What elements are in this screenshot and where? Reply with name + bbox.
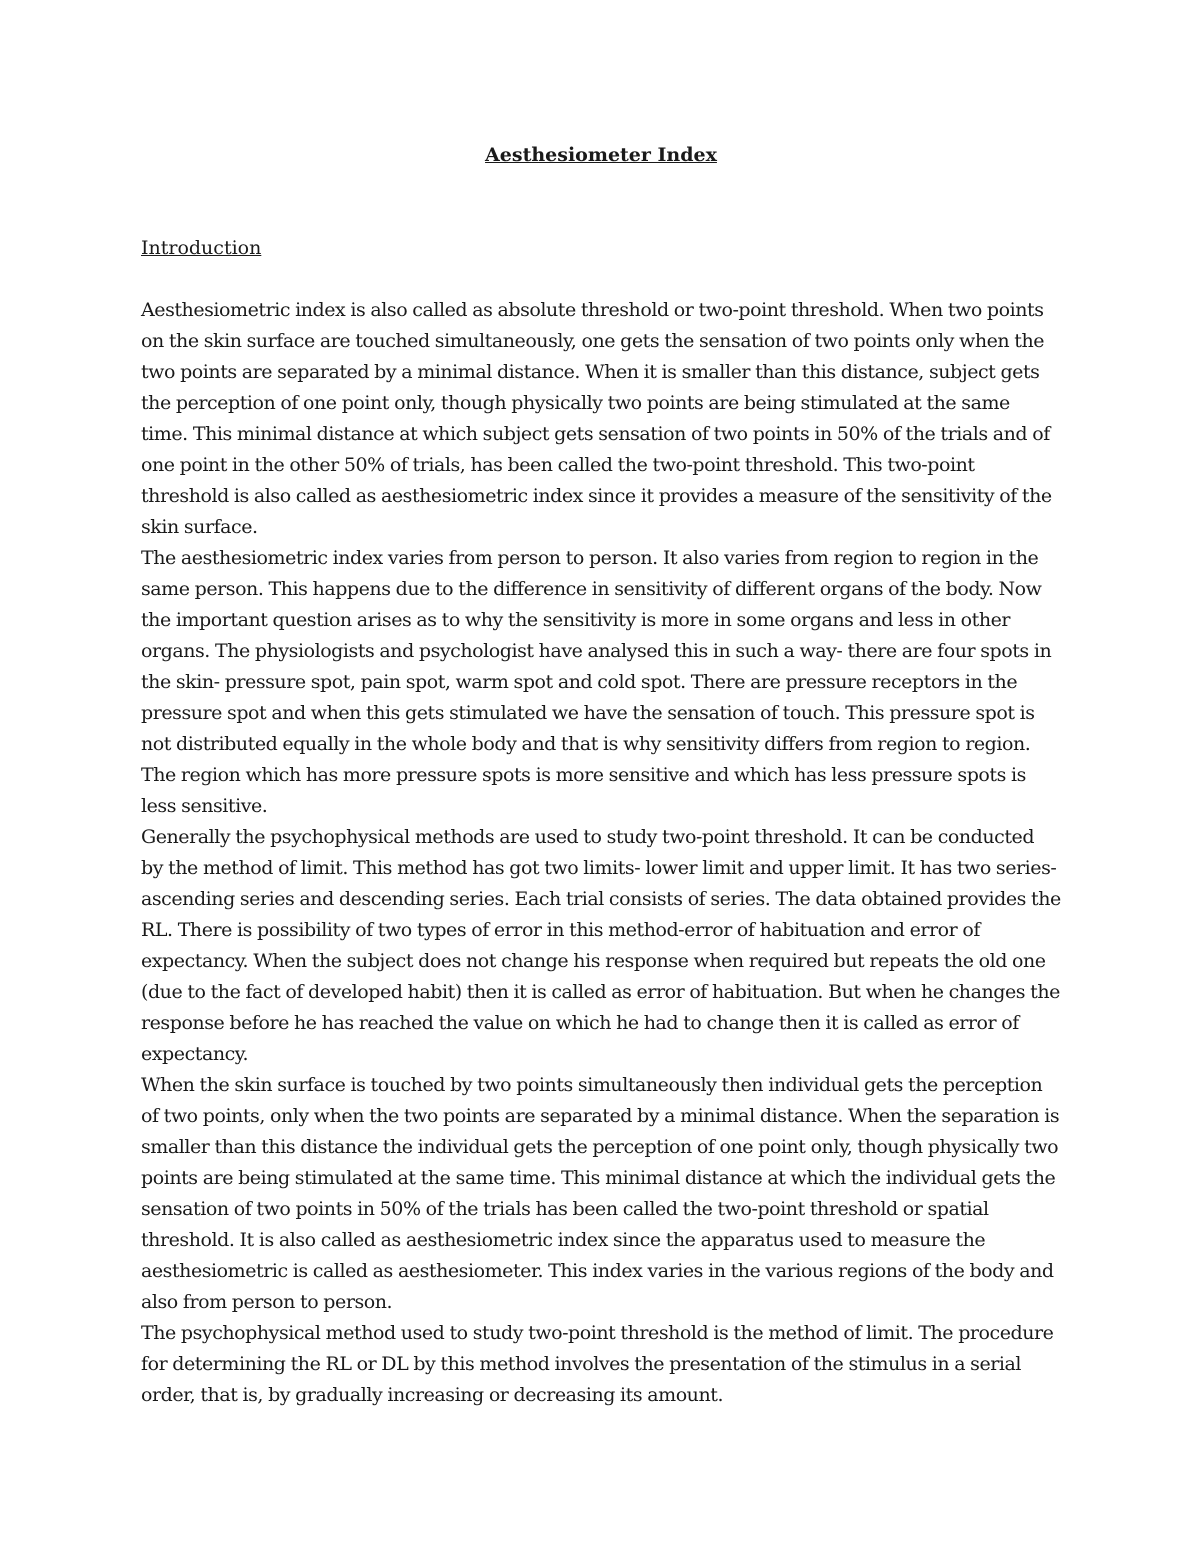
paragraph-5: The psychophysical method used to study two-point threshold is the method of limit. The procedure for determining the RL or DL by this method involves the presentation of the stimulus in a serial order, that is, by gradually increasing or decreasing its amount. (141, 1322, 1054, 1406)
paragraph-2: The aesthesiometric index varies from person to person. It also varies from region to region in the same person. This happens due to the difference in sensitivity of different organs of the body. Now the important question arises as to why the sensitivity is more in some organs and less in other organs. The physiologists and psychologist have analysed this in such a way- there are four spots in the skin- pressure spot, pain spot, warm spot and cold spot. There are pressure receptors in the pressure spot and when this gets stimulated we have the sensation of touch. This pressure spot is not distributed equally in the whole body and that is why sensitivity differs from region to region. The region which has more pressure spots is more sensitive and which has less pressure spots is less sensitive. (141, 547, 1052, 817)
document-title: Aesthesiometer Index (485, 144, 717, 166)
paragraph-1: Aesthesiometric index is also called as absolute threshold or two-point threshold. When two points on the skin surface are touched simultaneously, one gets the sensation of two points only when the two points are separated by a minimal distance. When it is smaller than this distance, subject gets the perception of one point only, though physically two points are being stimulated at the same time. This minimal distance at which subject gets sensation of two points in 50% of the trials and of one point in the other 50% of trials, has been called the two-point threshold. This two-point threshold is also called as aesthesiometric index since it provides a measure of the sensitivity of the skin surface. (141, 299, 1052, 538)
paragraph-4: When the skin surface is touched by two points simultaneously then individual gets the perception of two points, only when the two points are separated by a minimal distance. When the separation is smaller than this distance the individual gets the perception of one point only, though physically two points are being stimulated at the same time. This minimal distance at which the individual gets the sensation of two points in 50% of the trials has been called the two-point threshold or spatial threshold. It is also called as aesthesiometric index since the apparatus used to measure the aesthesiometric is called as aesthesiometer. This index varies in the various regions of the body and also from person to person. (141, 1074, 1060, 1313)
document-content (141, 140, 1061, 1411)
section-heading-introduction: Introduction (141, 237, 262, 259)
body-text (141, 295, 1061, 1411)
paragraph-3: Generally the psychophysical methods are used to study two-point threshold. It can be conducted by the method of limit. This method has got two limits- lower limit and upper limit. It has two series- ascending series and descending series. Each trial consists of series. The data obtained provides the RL. There is possibility of two types of error in this method-error of habituation and error of expectancy. When the subject does not change his response when required but repeats the old one (due to the fact of developed habit) then it is called as error of habituation. But when he changes the response before he has reached the value on which he had to change then it is called as error of expectancy. (141, 826, 1061, 1065)
